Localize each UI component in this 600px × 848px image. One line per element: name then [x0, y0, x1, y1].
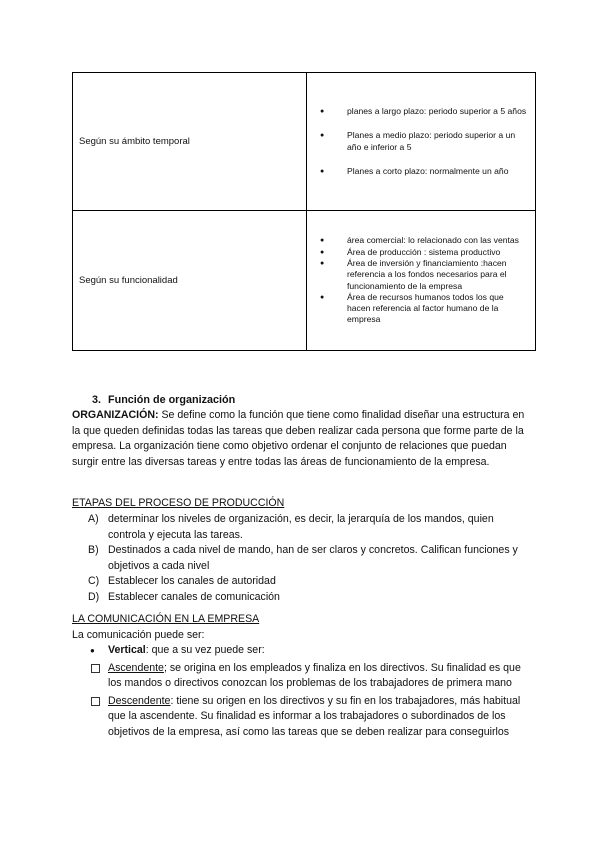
definition-text: Se define como la función que tiene como finalidad diseñar una estructura en la que queden definidas todas las tareas que deben realizar cada persona que forme parte de la empresa. La organización tiene como objetivo ordenar el conjunto de relaciones que puedan surgir entre las diversas tareas y entre todas las áreas de funcionamiento de la empresa.	[72, 409, 525, 468]
checkbox-icon	[91, 697, 100, 706]
comunicacion-heading: LA COMUNICACIÓN EN LA EMPRESA	[72, 613, 260, 625]
section-number: 3.	[92, 394, 102, 406]
list-item	[72, 512, 532, 543]
definition-paragraph	[72, 408, 532, 470]
list-item-text: Planes a medio plazo: periodo superior a un año e inferior a 5	[347, 130, 516, 152]
descendente-text: : tiene su origen en los directivos y su fin en los trabajadores, más habitual que la ascendente. Su finalidad es informar a los trabajadores o subordinados de los objetivos de la empresa, así como las tareas que se deben realizar para conseguirlos	[108, 694, 521, 738]
list-item-ascendente	[72, 661, 532, 692]
list-item-text: Establecer los canales de autoridad	[108, 575, 276, 588]
vertical-term: Vertical	[108, 644, 146, 656]
list-item	[307, 292, 527, 326]
bullet-list	[307, 106, 535, 177]
list-item-text: área comercial: lo relacionado con las ventas	[347, 235, 519, 246]
ascendente-term: Ascendente	[108, 661, 164, 674]
ascendente-text: ; se origina en los empleados y finaliza en los directivos. Su finalidad es que los mandos o directivos conozcan los problemas de los trabajadores de primera mano	[108, 661, 521, 690]
list-item-text: determinar los niveles de organización, es decir, la jerarquía de los mandos, quien controla y ejecuta las tareas.	[108, 513, 494, 541]
list-item-text: Destinados a cada nivel de mando, han de ser claros y concretos. Califican funciones y objetivos a cada nivel	[108, 544, 518, 572]
bullet-icon: ●	[90, 646, 95, 655]
list-marker: B)	[88, 544, 99, 557]
checkbox-icon	[91, 664, 100, 673]
planning-table	[72, 72, 536, 351]
bullet-icon: ●	[320, 132, 325, 140]
list-item	[72, 590, 532, 606]
bullet-icon: ●	[320, 167, 325, 175]
descendente-term: Descendente	[108, 694, 171, 707]
list-marker: D)	[88, 590, 100, 603]
list-item	[307, 235, 527, 246]
list-item	[72, 543, 532, 574]
row-label: Según su ámbito temporal	[73, 73, 307, 211]
list-item	[307, 166, 527, 177]
list-item	[307, 258, 527, 292]
list-item	[307, 130, 527, 153]
comunicacion-list	[72, 643, 532, 743]
comunicacion-intro: La comunicación puede ser:	[72, 629, 205, 641]
bullet-list	[307, 235, 535, 325]
list-item	[72, 574, 532, 590]
list-item-text: Planes a corto plazo: normalmente un año	[347, 165, 509, 176]
list-item-vertical	[72, 643, 532, 659]
table-row	[73, 73, 536, 211]
list-item-text: planes a largo plazo: periodo superior a 5 años	[347, 105, 527, 116]
bullet-icon: ●	[320, 259, 325, 267]
list-item-text: Área de inversión y financiamiento :hacen referencia a los fondos necesarios para el funcionamiento de la empresa	[347, 257, 507, 291]
etapas-heading: ETAPAS DEL PROCESO DE PRODUCCIÓN	[72, 497, 285, 509]
list-marker: A)	[88, 513, 99, 525]
bullet-icon: ●	[320, 237, 325, 245]
list-item-text: Área de recursos humanos todos los que hacen referencia al factor humano de la empresa	[347, 291, 504, 325]
bullet-icon: ●	[320, 107, 325, 115]
etapas-list	[72, 512, 532, 606]
row-content	[307, 211, 536, 351]
definition-term: ORGANIZACIÓN:	[72, 409, 159, 421]
row-content	[307, 73, 536, 211]
list-item	[307, 247, 527, 258]
section-title: Función de organización	[108, 394, 236, 406]
list-item-descendente	[72, 694, 532, 741]
bullet-icon: ●	[320, 248, 325, 256]
row-label: Según su funcionalidad	[73, 211, 307, 351]
vertical-text: : que a su vez puede ser:	[145, 644, 265, 656]
list-marker: C)	[88, 575, 100, 588]
section-heading	[92, 394, 235, 406]
list-item-text: Área de producción : sistema productivo	[347, 246, 501, 257]
bullet-icon: ●	[320, 293, 325, 301]
table-row	[73, 211, 536, 351]
list-item-text: Establecer canales de comunicación	[108, 590, 280, 603]
list-item	[307, 106, 527, 117]
